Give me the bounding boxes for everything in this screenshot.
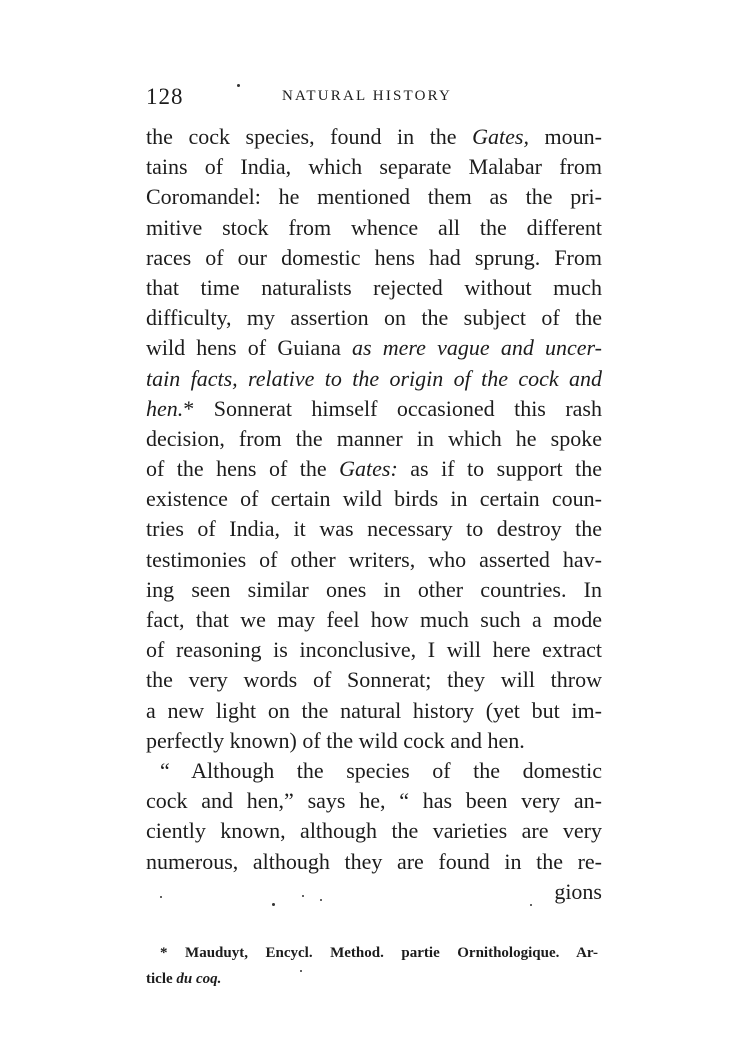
text-line [146,394,602,424]
footnote [146,940,598,992]
text-line: that time naturalists rejected without much [146,274,602,300]
text-line [146,454,602,484]
text-line: existence of certain wild birds in certain coun- [146,486,602,512]
text-line: decision, from the manner in which he spoke [146,425,602,451]
body-text [146,122,602,907]
line-segment: the cock species, found in the [146,124,473,149]
page-number: 128 [146,84,184,109]
text-line [146,122,602,152]
line-segment: of the hens of the [146,456,340,482]
text-line: ciently known, although the varieties are very [146,818,602,844]
text-line: difficulty, my assertion on the subject of the [146,305,602,331]
line-segment: as if to support the [397,456,602,482]
text-line: perfectly known) of the wild cock and hen. [146,727,525,753]
text-line: fact, that we may feel how much such a mode [146,607,602,632]
text-line [146,364,602,394]
text-line: mitive stock from whence all the different [146,214,602,240]
text-line: Coromandel: he mentioned them as the pri- [146,184,602,210]
text-line: numerous, although they are found in the re- [146,848,602,874]
line-segment: moun- [528,124,602,149]
text-line: the very words of Sonnerat; they will throw [146,667,602,693]
line-segment: * Sonnerat himself occasioned this rash [183,395,602,421]
footnote-line: * Mauduyt, Encycl. Method. partie Ornithologique. Ar- [160,945,598,961]
text-line: ing seen similar ones in other countries. In [146,576,602,602]
place-name-gates: Gates: [339,456,398,482]
text-line: “ Although the species of the domestic [160,757,602,783]
footnote-segment: ticle [146,971,177,987]
italic-quote: as mere vague and uncer- [352,335,602,361]
footnote-line [146,966,598,992]
running-head [146,84,606,112]
text-line: cock and hen,” says he, “ has been very an- [146,788,602,814]
text-line: of reasoning is inconclusive, I will here extract [146,637,602,663]
catchword: gions [554,878,602,904]
text-line: tries of India, it was necessary to destroy the [146,516,602,542]
text-line: tains of India, which separate Malabar from [146,154,602,180]
line-segment: wild hens of Guiana [146,335,353,361]
text-line [146,333,602,363]
italic-quote: hen. [146,395,184,421]
italic-quote: tain facts, relative to the origin of the cock and [146,365,602,391]
place-name-gates: Gates, [472,124,529,149]
footnote-italic: du coq. [176,971,222,987]
text-line: testimonies of other writers, who asserted hav- [146,546,602,572]
text-line: races of our domestic hens had sprung. From [146,244,602,270]
running-title: NATURAL HISTORY [282,88,453,104]
text-line: a new light on the natural history (yet but im- [146,697,602,723]
